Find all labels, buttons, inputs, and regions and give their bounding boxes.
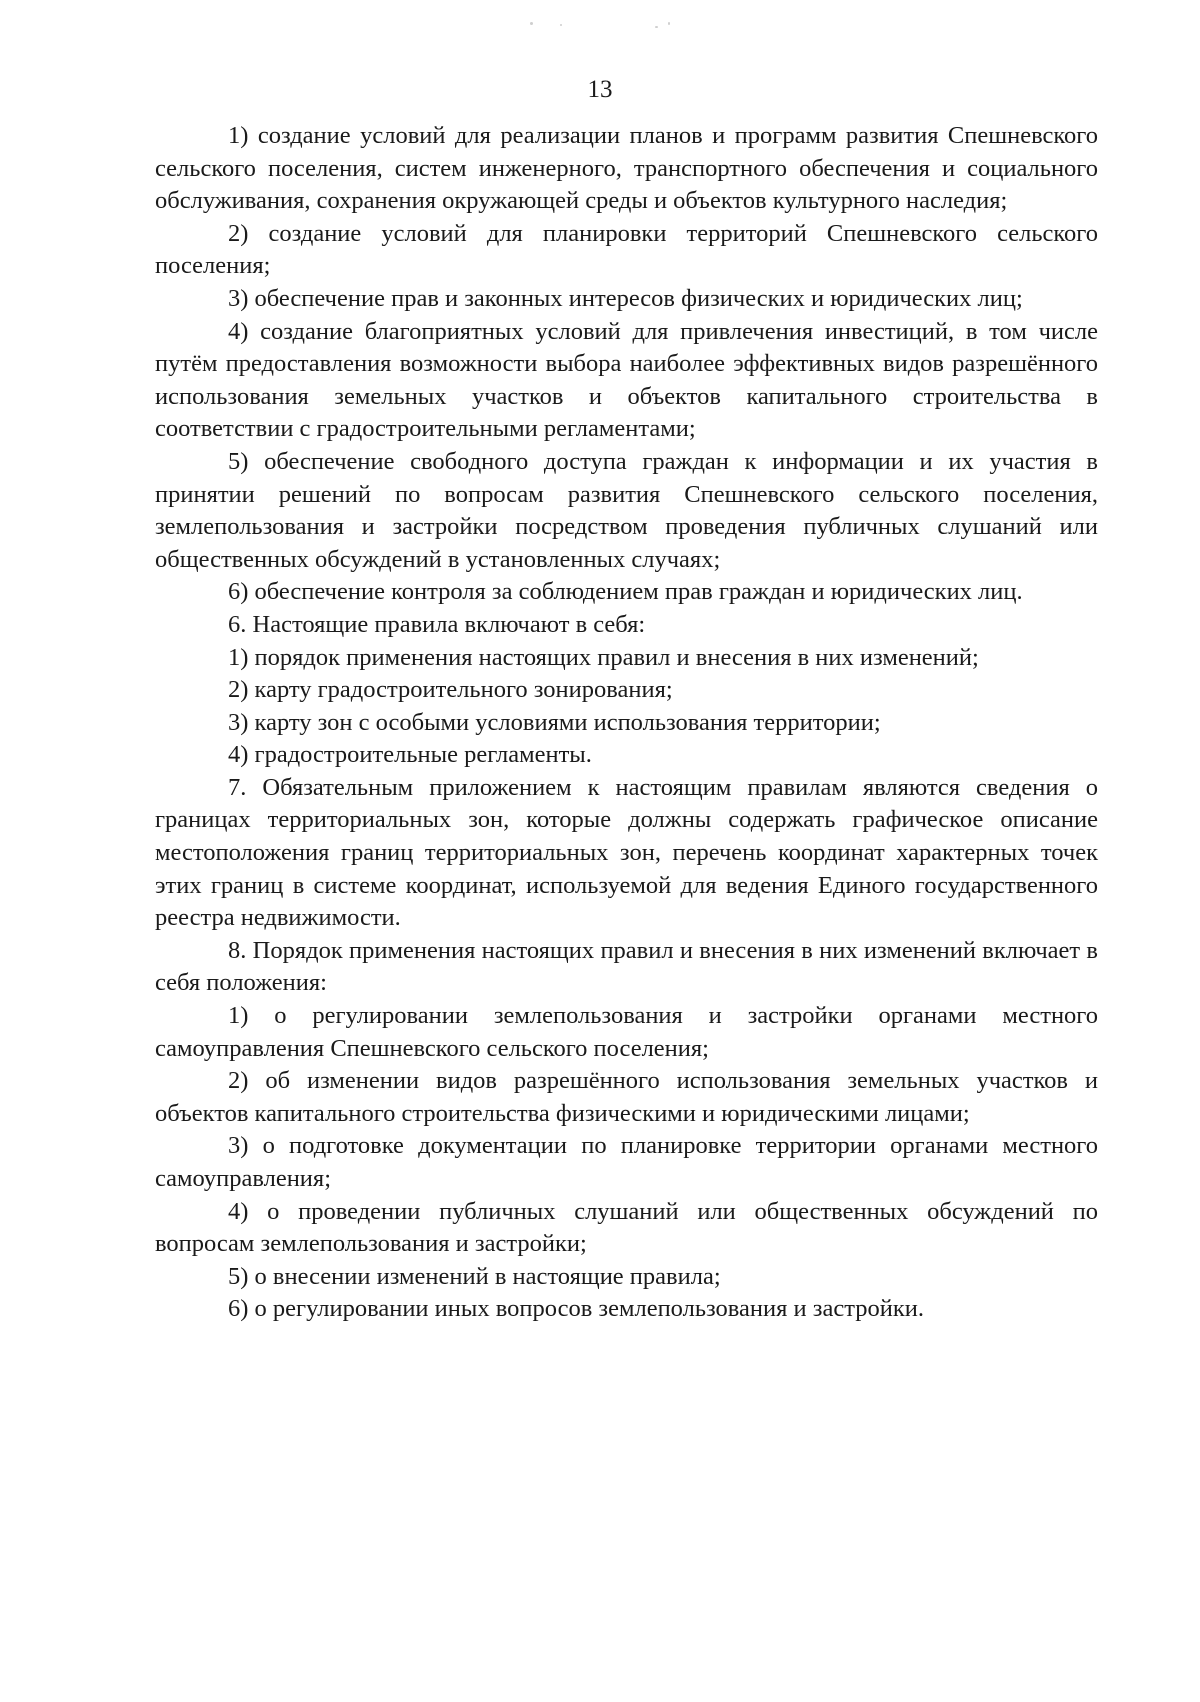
paragraph: 4) о проведении публичных слушаний или общественных обсуждений по вопросам землепользования и застройки; (155, 1197, 1098, 1258)
paragraph: 2) создание условий для планировки территорий Спешневского сельского поселения; (155, 219, 1098, 280)
paragraph: 5) обеспечение свободного доступа граждан к информации и их участия в принятии решений по вопросам развития Спешневского сельского поселения, землепользования и застройки посредством проведения публичных слушаний или общественных обсуждений в установленных случаях; (155, 447, 1098, 573)
scan-artifact (560, 24, 562, 26)
paragraph: 1) о регулировании землепользования и застройки органами местного самоуправления Спешневского сельского поселения; (155, 1002, 1098, 1062)
paragraph: 8. Порядок применения настоящих правил и внесения в них изменений включает в себя положения: (155, 936, 1098, 997)
paragraph: 2) об изменении видов разрешённого использования земельных участков и объектов капитального строительства физическими и юридическими лицами; (155, 1067, 1098, 1127)
paragraph: 3) о подготовке документации по планировке территории органами местного самоуправления; (155, 1132, 1098, 1192)
page-number: 13 (587, 76, 613, 103)
paragraph: 4) градостроительные регламенты. (228, 741, 592, 769)
paragraph: 3) обеспечение прав и законных интересов физических и юридических лиц; (228, 284, 1023, 312)
scan-artifact (530, 22, 533, 25)
paragraph: 5) о внесении изменений в настоящие правила; (228, 1262, 721, 1290)
document-body (155, 120, 1098, 1326)
paragraph: 6. Настоящие правила включают в себя: (228, 610, 646, 638)
paragraph: 6) о регулировании иных вопросов землепользования и застройки. (228, 1295, 924, 1323)
paragraph: 4) создание благоприятных условий для привлечения инвестиций, в том числе путём предоставления возможности выбора наиболее эффективных видов разрешённого использования земельных участков и объектов капитального строительства в соответствии с градостроительными регламентами; (155, 317, 1098, 443)
scan-artifact (668, 22, 670, 25)
scan-artifact (655, 26, 658, 28)
paragraph: 2) карту градостроительного зонирования; (228, 676, 673, 704)
paragraph: 1) порядок применения настоящих правил и внесения в них изменений; (228, 643, 979, 671)
paragraph: 3) карту зон с особыми условиями использования территории; (228, 708, 881, 736)
paragraph: 1) создание условий для реализации планов и программ развития Спешневского сельского поселения, систем инженерного, транспортного обеспечения и социального обслуживания, сохранения окружающей среды и объектов культурного наследия; (155, 122, 1098, 215)
paragraph: 6) обеспечение контроля за соблюдением прав граждан и юридических лиц. (228, 578, 1023, 606)
paragraph: 7. Обязательным приложением к настоящим правилам являются сведения о границах территориальных зон, которые должны содержать графическое описание местоположения границ территориальных зон, перечень координат характерных точек этих границ в системе координат, используемой для ведения Единого государственного реестра недвижимости. (155, 773, 1098, 932)
